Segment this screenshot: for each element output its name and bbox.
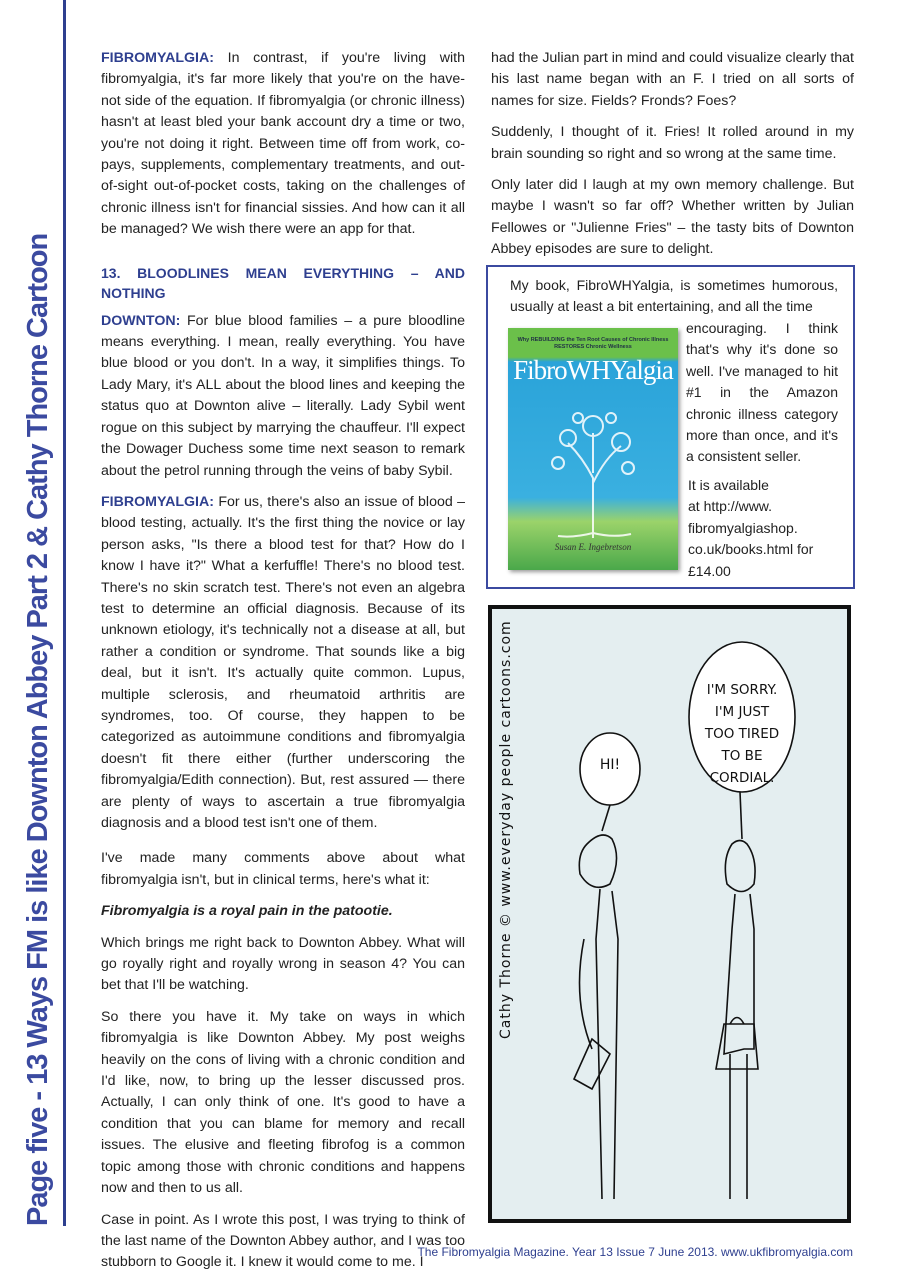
lead-label: FIBROMYALGIA: bbox=[101, 493, 214, 510]
paragraph bbox=[101, 492, 465, 835]
lead-label: FIBROMYALGIA: bbox=[101, 50, 214, 66]
cover-subtitle: Why REBUILDING the Ten Root Causes of Chronic Illness RESTORES Chronic Wellness bbox=[517, 337, 669, 350]
paragraph-text: In contrast, if you're living with fibromyalgia, it's far more likely that you're on the have-not side of the equation. If fibromyalgia (or chronic illness) hasn't at least bled your bank account dry a time or two, you're not doing it right. Between time off from work, co-pays, supplements, complementary treatments, and out-of-sight out-of-pocket costs, taking on the challenges of chronic illness isn't for financial sissies. And how can it all be managed? We wish there were an app for that. bbox=[101, 50, 465, 238]
bubble-line: CORDIAL. bbox=[709, 770, 775, 786]
speech-bubble-reply bbox=[692, 679, 792, 789]
paragraph: had the Julian part in mind and could visualize clearly that his last name began with an F. I tried on all sorts of names for size. Fields? Fronds? Foes? bbox=[491, 50, 854, 109]
availability-line: It is available bbox=[688, 477, 769, 493]
paragraph-text: For blue blood families – a pure bloodline means everything. I mean, really everything. You have blue blood or you don't. In a way, it simplifies things. To Lady Mary, it's ALL about the blood lines and keeping the status quo at Downton alive – literally. Lady Sybil went rogue on this subject by marrying the chauffeur. I'll expect the Dowager Duchess some time next season to remark about the petrol running through the veins of baby Sybil. bbox=[101, 312, 465, 479]
book-promo-box bbox=[486, 265, 855, 589]
cover-title: FibroWHYalgia bbox=[513, 355, 673, 385]
paragraph: Suddenly, I thought of it. Fries! It rolled around in my brain sounding so right and so wrong at the same time. bbox=[491, 124, 854, 162]
bubble-line: TOO TIRED bbox=[704, 726, 780, 742]
bubble-line: I'M SORRY. bbox=[706, 682, 778, 698]
paragraph: Which brings me right back to Downton Abbey. What will go royally right and royally wrong in season 4? You can bet that I'll be watching. bbox=[101, 934, 465, 994]
page-footer: The Fibromyalgia Magazine. Year 13 Issue 7 June 2013. www.ukfibromyalgia.com bbox=[417, 1245, 853, 1259]
book-intro: My book, FibroWHYalgia, is sometimes humorous, usually at least a bit entertaining, and all the time bbox=[510, 277, 838, 315]
paragraph bbox=[101, 311, 465, 482]
book-cover-image bbox=[508, 328, 678, 570]
availability bbox=[688, 475, 838, 582]
left-column bbox=[101, 48, 465, 1280]
right-column bbox=[491, 48, 854, 271]
paragraph: Only later did I laugh at my own memory challenge. But maybe I wasn't so far off? Whether written by Julian Fellowes or "Julienne Fries" – the tasty bits of Downton Abbey episodes are sure to delight. bbox=[491, 177, 854, 258]
availability-link[interactable]: co.uk/books.html for bbox=[688, 541, 814, 558]
cartoon-drawing bbox=[492, 609, 847, 1219]
tree-illustration bbox=[543, 398, 643, 538]
emphasis-line: Fibromyalgia is a royal pain in the patootie. bbox=[101, 903, 393, 920]
paragraph bbox=[101, 48, 465, 241]
speech-bubble-hi: HI! bbox=[599, 757, 621, 773]
cartoon bbox=[488, 605, 851, 1223]
side-title: Page five - 13 Ways FM is like Downton Abbey Part 2 & Cathy Thorne Cartoon bbox=[22, 233, 54, 1226]
paragraph: So there you have it. My take on ways in which fibromyalgia is like Downton Abbey. My post weighs heavily on the cons of living with a chronic condition and I'd like, now, to bring up the lesser discussed pros. Actually, I can only think of one. It's good to have a condition that you can blame for memory and recall issues. The elusive and fleeting fibrofog is a common topic among those with chronic conditions and happens now and then to us all. bbox=[101, 1008, 465, 1197]
price: £14.00 bbox=[688, 562, 731, 579]
paragraph: Case in point. As I wrote this post, I was trying to think of the last name of the Downton Abbey author, and I was too stubborn to Google it. I knew it would come to me. I bbox=[101, 1211, 465, 1271]
availability-link[interactable]: at http://www. bbox=[688, 498, 773, 515]
availability-link[interactable]: fibromyalgiashop. bbox=[688, 519, 798, 536]
section-heading: 13. BLOODLINES MEAN EVERYTHING – AND NOTHING bbox=[101, 264, 465, 301]
bubble-line: I'M JUST bbox=[714, 704, 770, 720]
bubble-line: TO BE bbox=[721, 748, 763, 764]
book-description: encouraging. I think that's why it's done so well. I've managed to hit #1 in the Amazon chronic illness category more than once, and it's a consistent seller. bbox=[686, 320, 838, 465]
cover-author: Susan E. Ingebretson bbox=[554, 541, 632, 552]
paragraph-text: For us, there's also an issue of blood – blood testing, actually. It's the first thing the novice or lay person asks, "Is there a blood test for that? How do I know I have it?" What a kerfuffle! There's no blood test. There's no skin scratch test. There's not even an algebra test to determine an official diagnosis. Because of its unknown etiology, it's technically not a disease at all, but rather a condition or syndrome. That sounds like a big deal, but it isn't. It's actually quite common. Lupus, multiple sclerosis, and rheumatoid arthritis are syndromes, too. Of course, they happen to be categorized as autoimmune conditions and fibromyalgia doesn't fit there either (further underscoring the fibromyalgia/Edith connection). But, rest assured — there are plenty of ways to ascertain a true fibromyalgia diagnosis and a blood test isn't one of them. bbox=[101, 493, 465, 831]
lead-label: DOWNTON: bbox=[101, 312, 181, 329]
margin-rule bbox=[63, 0, 66, 1226]
paragraph: I've made many comments above about what fibromyalgia isn't, but in clinical terms, here's what it: bbox=[101, 850, 465, 888]
cartoon-credit: Cathy Thorne © www.everyday people cartoons.com bbox=[498, 620, 514, 1039]
